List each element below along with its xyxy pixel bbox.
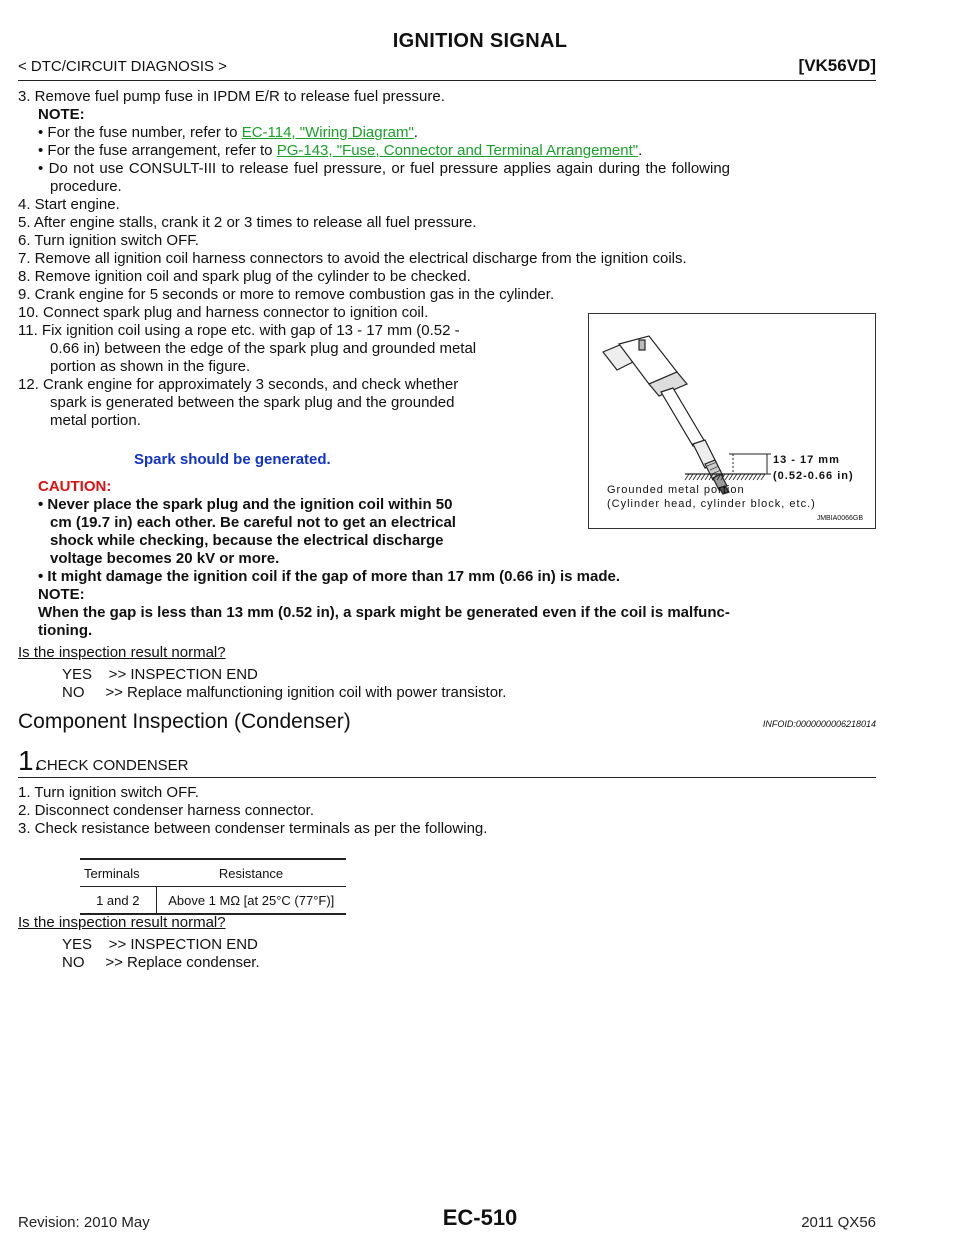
caution-1-cont-3: voltage becomes 20 kV or more. [50, 550, 280, 567]
step-9: 9. Crank engine for 5 seconds or more to remove combustion gas in the cylinder. [18, 286, 555, 303]
condenser-step-3: 3. Check resistance between condenser terminals as per the following. [18, 820, 488, 837]
engine-code: [VK56VD] [798, 56, 876, 75]
ignition-coil-figure [588, 313, 876, 529]
section-breadcrumb: < DTC/CIRCUIT DIAGNOSIS > [18, 58, 227, 75]
caution-1-cont-2: shock while checking, because the electrical discharge [50, 532, 444, 549]
note-bullet-1-text: • For the fuse number, refer to [38, 124, 242, 141]
note2-label: NOTE: [38, 586, 85, 603]
answer-yes: YES >> INSPECTION END [62, 666, 258, 683]
grounded-label-detail: (Cylinder head, cylinder block, etc.) [607, 498, 816, 510]
answer-no: NO >> Replace malfunctioning ignition coil with power transistor. [62, 684, 507, 701]
figure-code: JMBIA0066GB [816, 515, 863, 522]
section-heading: Component Inspection (Condenser) [18, 710, 351, 733]
note2-text-cont: tioning. [38, 622, 93, 639]
cell-terminals: 1 and 2 [80, 887, 156, 915]
punct: . [638, 142, 643, 159]
caution-label: CAUTION: [38, 478, 112, 495]
step-number: 1. [18, 745, 42, 776]
step-8: 8. Remove ignition coil and spark plug of the cylinder to be checked. [18, 268, 471, 285]
step-12-cont-2: metal portion. [50, 412, 141, 429]
step-title: CHECK CONDENSER [36, 757, 189, 774]
col-header-resistance: Resistance [218, 865, 284, 881]
vehicle-model: 2011 QX56 [801, 1214, 876, 1231]
header-divider [18, 80, 876, 81]
answer-no-2: NO >> Replace condenser. [62, 954, 260, 971]
inspection-question-2: Is the inspection result normal? [18, 914, 226, 931]
caution-1: • Never place the spark plug and the ignition coil within 50 [38, 496, 453, 513]
cell-resistance: Above 1 MΩ [at 25°C (77°F)] [168, 892, 335, 908]
step-10: 10. Connect spark plug and harness connector to ignition coil. [18, 304, 429, 321]
step-12-cont-1: spark is generated between the spark plug and the grounded [50, 394, 455, 411]
step-11-cont-1: 0.66 in) between the edge of the spark plug and grounded metal [50, 340, 477, 357]
gap-label: 13 - 17 mm [773, 454, 840, 466]
col-header-terminals: Terminals [84, 865, 140, 881]
note-bullet-2-text: • For the fuse arrangement, refer to [38, 142, 277, 159]
step-3: 3. Remove fuel pump fuse in IPDM E/R to release fuel pressure. [18, 88, 445, 105]
note-bullet-2 [38, 142, 642, 160]
note2-text: When the gap is less than 13 mm (0.52 in), a spark might be generated even if the coil is malfunc- [38, 604, 730, 621]
grounded-label: Grounded metal portion [607, 484, 745, 496]
step-7: 7. Remove all ignition coil harness connectors to avoid the electrical discharge from the ignition coils. [18, 250, 687, 267]
condenser-step-1: 1. Turn ignition switch OFF. [18, 784, 199, 801]
page-number: EC-510 [442, 1205, 518, 1230]
step-11: 11. Fix ignition coil using a rope etc. with gap of 13 - 17 mm (0.52 - [18, 322, 460, 339]
step-12: 12. Crank engine for approximately 3 seconds, and check whether [18, 376, 459, 393]
condenser-step-2: 2. Disconnect condenser harness connector. [18, 802, 315, 819]
note-bullet-3: • Do not use CONSULT-III to release fuel pressure, or fuel pressure applies again during the following [38, 160, 731, 177]
note-label: NOTE: [38, 106, 85, 123]
gap-label-inch: (0.52-0.66 in) [773, 470, 854, 482]
answer-yes-2: YES >> INSPECTION END [62, 936, 258, 953]
caution-2: • It might damage the ignition coil if the gap of more than 17 mm (0.66 in) is made. [38, 568, 620, 585]
info-id: INFOID:0000000006218014 [762, 719, 876, 729]
step-4: 4. Start engine. [18, 196, 120, 213]
step-11-cont-2: portion as shown in the figure. [50, 358, 251, 375]
step-divider [18, 777, 876, 778]
revision-date: Revision: 2010 May [18, 1214, 150, 1231]
wiring-diagram-link[interactable]: EC-114, "Wiring Diagram" [241, 124, 414, 141]
page-title: IGNITION SIGNAL [392, 30, 568, 52]
inspection-question: Is the inspection result normal? [18, 644, 226, 661]
note-bullet-1 [38, 124, 418, 142]
punct: . [413, 124, 418, 141]
note-bullet-3-cont: procedure. [50, 178, 122, 195]
step-6: 6. Turn ignition switch OFF. [18, 232, 199, 249]
resistance-table [80, 858, 346, 915]
fuse-arrangement-link[interactable]: PG-143, "Fuse, Connector and Terminal Arrangement" [276, 142, 639, 159]
caution-1-cont-1: cm (19.7 in) each other. Be careful not to get an electrical [50, 514, 456, 531]
spec-spark: Spark should be generated. [134, 451, 331, 468]
step-5: 5. After engine stalls, crank it 2 or 3 times to release all fuel pressure. [18, 214, 477, 231]
